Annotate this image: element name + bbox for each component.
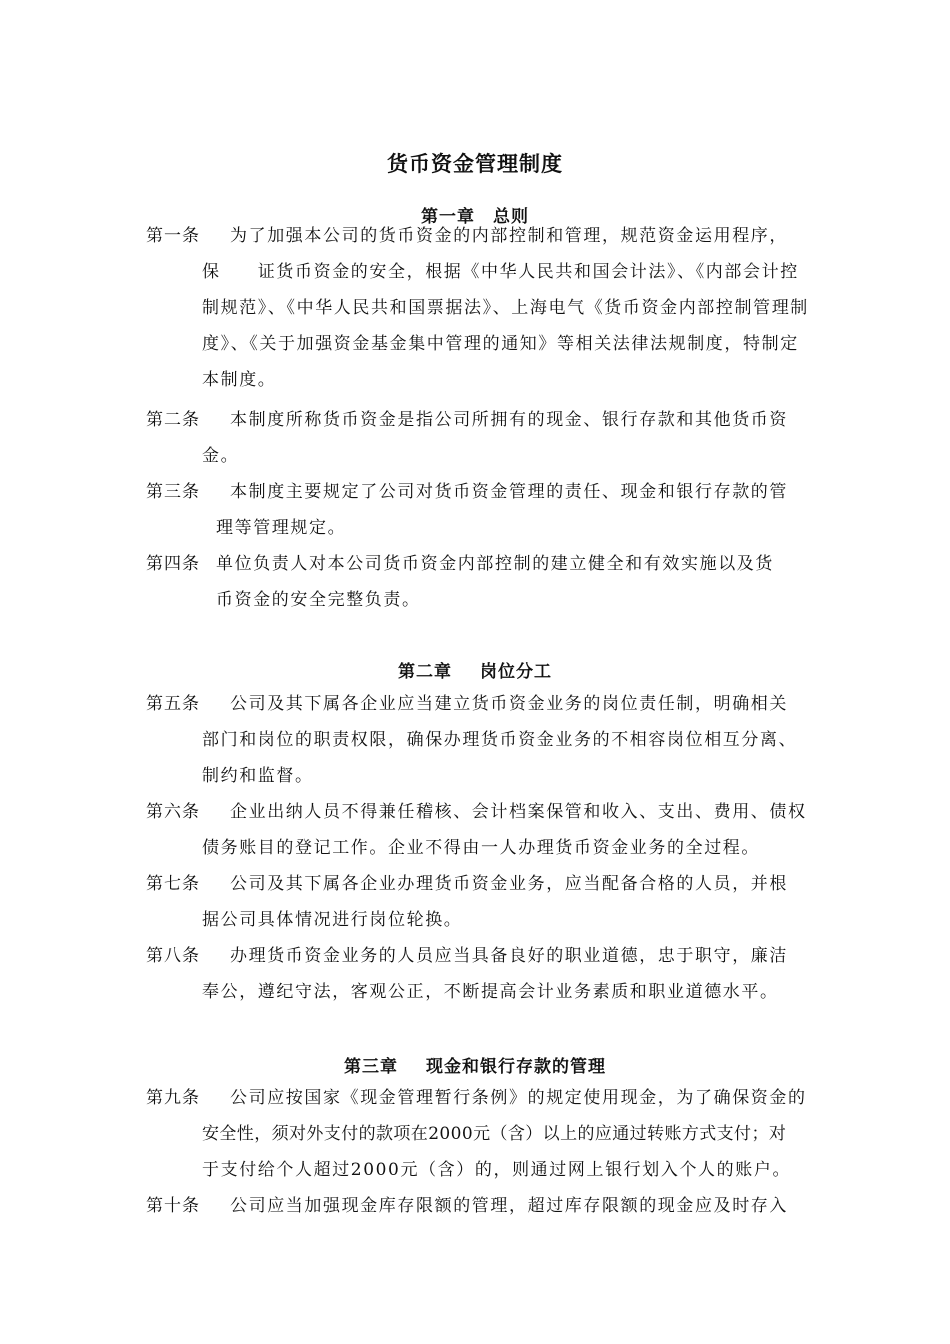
article xyxy=(146,866,816,938)
article xyxy=(146,1188,816,1224)
article-line: 本制度主要规定了公司对货币资金管理的责任、现金和银行存款的管 xyxy=(230,482,788,502)
article-line: 部门和岗位的职责权限，确保办理货币资金业务的不相容岗位相互分离、 xyxy=(202,730,798,750)
article-number: 第四条 xyxy=(146,554,200,574)
article xyxy=(146,1080,816,1188)
article-number: 第七条 xyxy=(146,874,200,894)
article-number: 第八条 xyxy=(146,946,200,966)
article-line: 金。 xyxy=(202,446,240,466)
article-number: 第五条 xyxy=(146,694,200,714)
article-line: 安全性，须对外支付的款项在2000元（含）以上的应通过转账方式支付；对 xyxy=(202,1124,787,1144)
article xyxy=(146,938,816,1010)
article-line: 本制度所称货币资金是指公司所拥有的现金、银行存款和其他货币资 xyxy=(230,410,788,430)
article-line: 制约和监督。 xyxy=(202,766,314,786)
article-line: 奉公，遵纪守法，客观公正，不断提高会计业务素质和职业道德水平。 xyxy=(202,982,779,1002)
article-line: 保 证货币资金的安全，根据《中华人民共和国会计法》、《内部会计控 xyxy=(202,262,799,282)
article-line: 币资金的安全完整负责。 xyxy=(216,590,421,610)
article-number: 第一条 xyxy=(146,226,200,246)
article xyxy=(146,794,816,866)
article-number: 第二条 xyxy=(146,410,200,430)
article-number: 第六条 xyxy=(146,802,200,822)
chapter-heading xyxy=(0,657,950,682)
article-line: 公司应按国家《现金管理暂行条例》的规定使用现金，为了确保资金的 xyxy=(230,1088,807,1108)
article-line: 本制度。 xyxy=(202,370,277,390)
article-line: 公司及其下属各企业应当建立货币资金业务的岗位责任制，明确相关 xyxy=(230,694,788,714)
article-line: 办理货币资金业务的人员应当具备良好的职业道德，忠于职守，廉洁 xyxy=(230,946,788,966)
article xyxy=(146,218,816,398)
chapter-name: 现金和银行存款的管理 xyxy=(426,1057,606,1077)
article-line: 度》、《关于加强资金基金集中管理的通知》等相关法律法规制度，特制定 xyxy=(202,334,799,354)
chapter-number: 第二章 xyxy=(398,662,452,682)
article xyxy=(146,474,816,546)
chapter-name: 岗位分工 xyxy=(480,662,552,682)
article-number: 第十条 xyxy=(146,1196,200,1216)
article-line: 公司应当加强现金库存限额的管理，超过库存限额的现金应及时存入 xyxy=(230,1196,788,1216)
article-line: 债务账目的登记工作。企业不得由一人办理货币资金业务的全过程。 xyxy=(202,838,760,858)
article xyxy=(146,402,816,474)
article-line: 于支付给个人超过2000元（含）的，则通过网上银行划入个人的账户。 xyxy=(202,1160,792,1180)
article-line: 公司及其下属各企业办理货币资金业务，应当配备合格的人员，并根 xyxy=(230,874,788,894)
chapter-heading xyxy=(0,1052,950,1077)
chapter-number: 第一章 xyxy=(421,207,475,227)
chapter-name: 总则 xyxy=(493,207,529,227)
article xyxy=(146,686,816,794)
article-number: 第九条 xyxy=(146,1088,200,1108)
article-line: 单位负责人对本公司货币资金内部控制的建立健全和有效实施以及货 xyxy=(216,554,774,574)
article-line: 制规范》、《中华人民共和国票据法》、上海电气《货币资金内部控制管理制 xyxy=(202,298,809,318)
article xyxy=(146,546,816,618)
article-line: 理等管理规定。 xyxy=(216,518,347,538)
document-title: 货币资金管理制度 xyxy=(387,152,563,176)
article-line: 企业出纳人员不得兼任稽核、会计档案保管和收入、支出、费用、债权 xyxy=(230,802,807,822)
chapter-number: 第三章 xyxy=(344,1057,398,1077)
article-line: 为了加强本公司的货币资金的内部控制和管理，规范资金运用程序， xyxy=(230,226,788,246)
article-number: 第三条 xyxy=(146,482,200,502)
article-line: 据公司具体情况进行岗位轮换。 xyxy=(202,910,463,930)
